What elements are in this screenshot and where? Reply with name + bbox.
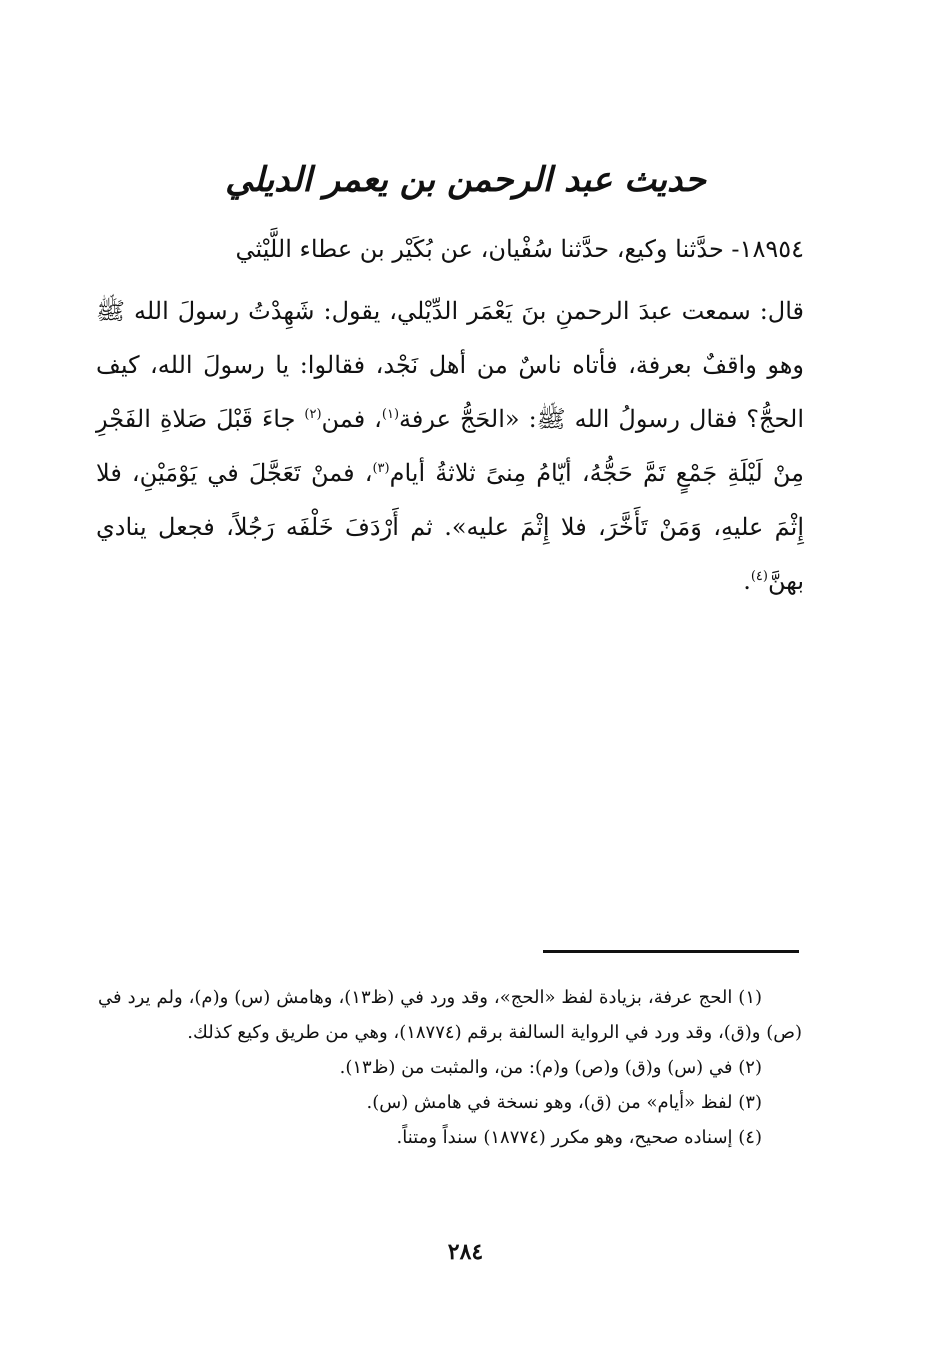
footnote-marker-4: (٤) [750, 569, 768, 584]
footnote-4: (٤) إسناده صحيح، وهو مكرر (١٨٧٧٤) سنداً ومتناً. [396, 1127, 762, 1148]
footnote-marker-2: (٢) [304, 407, 322, 422]
hadith-text [96, 284, 804, 608]
footnote-1: (١) الحج عرفة، بزيادة لفظ «الحج»، وقد ورد في (ظ١٣)، وهامش (س) و(م)، ولم يرد في (ص) و(ق)، وقد ورد في الرواية السالفة برقم (١٨٧٧٤)، وهي من طريق وكيع كذلك. [98, 987, 802, 1043]
hadith-text-part3: جاءَ قَبْلَ صَلاةِ الفَجْرِ مِنْ لَيْلَةِ جَمْعٍ تَمَّ حَجُّهُ، أيّامُ مِنىً ثلاثةُ أيام [96, 405, 804, 487]
hadith-text-end: . [743, 567, 751, 595]
hadith-opening-line: ١٨٩٥٤- حدَّثنا وكيع، حدَّثنا سُفْيان، عن بُكَيْر بن عطاء اللَّيْثي [235, 235, 804, 263]
section-title: حديث عبد الرحمن بن يعمر الديلي [225, 160, 706, 200]
hadith-text-part1: قال: سمعت عبدَ الرحمنِ بنَ يَعْمَر الدِّيْلي، يقول: شَهِدْتُ رسولَ الله ﷺ وهو واقفٌ بعرفة، فأتاه ناسٌ من أهل نَجْد، فقالوا: يا رسولَ الله، كيف الحجُّ؟ فقال رسولُ الله ﷺ: «الحَجُّ عرفة [96, 297, 804, 433]
page-number: ٢٨٤ [447, 1239, 484, 1265]
hadith-body [96, 222, 804, 608]
footnote-marker-3: (٣) [372, 461, 390, 476]
hadith-text-part2: ، فمن [321, 405, 382, 433]
footnote-2: (٢) في (س) و(ق) و(ص) و(م): من، والمثبت من (ظ١٣). [339, 1057, 762, 1078]
footnote-marker-1: (١) [381, 407, 400, 422]
footnote-separator [543, 950, 799, 953]
footnote-3: (٣) لفظ «أيام» من (ق)، وهو نسخة في هامش (س). [366, 1092, 762, 1113]
footnotes [98, 980, 802, 1155]
hadith-text-part4: ، فمنْ تَعَجَّلَ في يَوْمَيْنِ، فلا إِثْمَ عليهِ، وَمَنْ تَأَخَّرَ، فلا إِثْمَ عليه». ثم أَرْدَفَ خَلْفَه رَجُلاً، فجعل ينادي بهنَّ [96, 459, 804, 595]
